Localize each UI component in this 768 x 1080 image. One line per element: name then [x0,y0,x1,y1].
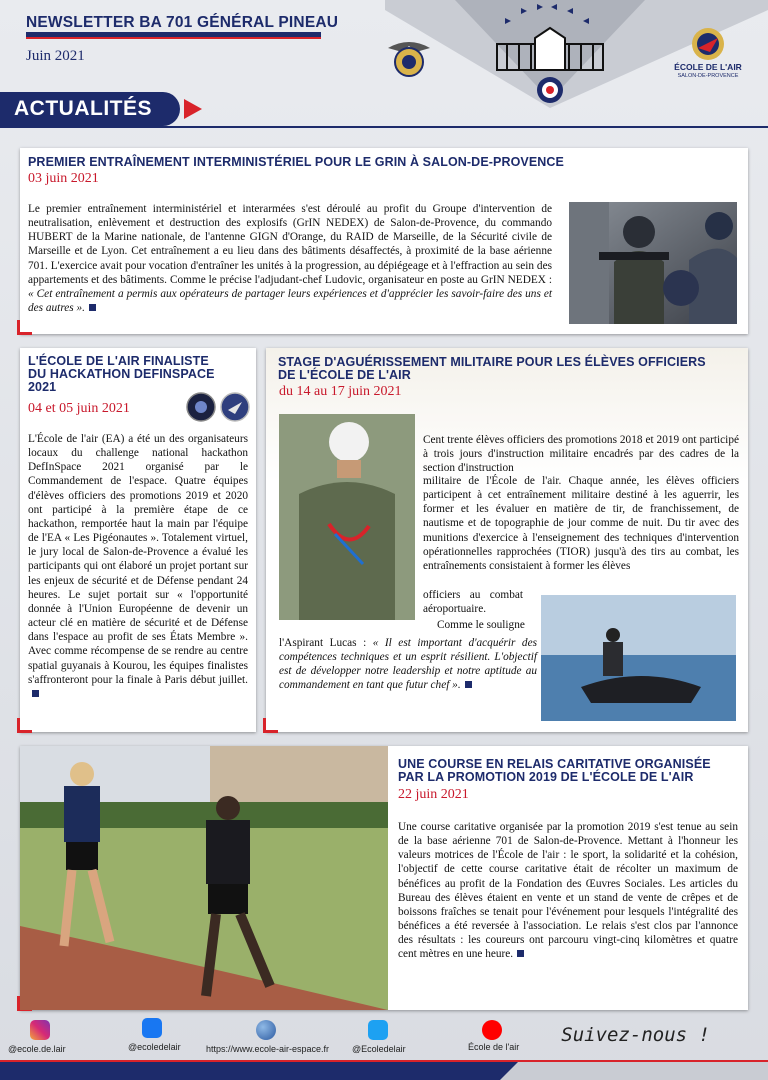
course-title-line1: UNE COURSE EN RELAIS CARITATIVE ORGANISÉE [398,757,711,771]
article-course-title [398,758,742,784]
school-logo-text: ÉCOLE DE L'AIR [674,62,742,72]
stage-text-3: officiers au combat aéroportuaire. [423,589,523,616]
footer-band [0,1060,768,1080]
hackathon-title-line1: L'ÉCOLE DE L'AIR FINALISTE [28,354,209,368]
youtube-handle[interactable]: École de l'air [468,1042,520,1052]
hackathon-title-line2: DU HACKATHON DEFINSPACE [28,367,215,381]
section-divider [0,126,768,128]
end-mark-icon [89,304,96,311]
climbing-cadet-photo [279,414,415,620]
newsletter-title: NEWSLETTER BA 701 GÉNÉRAL PINEAU [26,14,339,31]
eagle-crest-icon [386,34,432,80]
twitter-icon[interactable] [368,1020,388,1040]
end-mark-icon [32,690,39,697]
article-grin-title: PREMIER ENTRAÎNEMENT INTERMINISTÉRIEL POUR LE GRIN À SALON-DE-PROVENCE [28,155,564,169]
end-mark-icon [517,950,524,957]
section-label: ACTUALITÉS [14,97,152,120]
definspace-badge-icon [186,392,216,422]
article-grin-text: Le premier entraînement interministériel et interarmées s'est déroulé au profit du Groupe d'intervention de neutralisation, enlèvement et destruction des explosifs (GrIN NEDEX) de Salon-de-Provence, du commando HUBERT de la Marine nationale, de l'antenne GIGN d'Orange, du RAID de Marseille, de la Sécurité civile de Marseille et de Lyon. Cet entraînement a eu lieu dans des bâtiments désaffectés, à proximité de la base aérienne 701. L'exercice avait pour vocation d'entraîner les unités à la progression, au dépiégeage et à l'effraction au sein des appartements et des bâtiments. Comme le précise l'adjudant-chef Ludovic, organisateur en poste au GrIN NEDEX : [28,203,552,286]
youtube-icon[interactable] [482,1020,502,1040]
course-text: Une course caritative organisée par la promotion 2019 s'est tenue au sein de la base aérienne 701 de Salon-de-Provence. Mettant à l'honneur les valeurs motrices de l'École de l'air : le sport, la solidarité et la cohésion, l'objectif de cette course caritative était de récolter un maximum de bénéfices au profit de la Fondation des Œuvres Sociales. Les articles du Bureau des élèves étaient en vente et un stand de vente de crêpes et de boissons fraîches se tenait pour l'événement pour lesquels l'intégralité des bénéfices a été reversée à l'association. Le relais s'est clos par l'annonce des résultats : les coureurs ont parcouru vingt-cinq kilomètres et quatre cent mètres en une heure. [398,821,738,961]
stage-text-2: militaire de l'École de l'air. Chaque année, les élèves officiers participent à cet entraînement militaire destiné à les aguerrir, les former et les évaluer en matière de tir, de franchissement, de nautisme et de topographie de jour comme de nuit. Du tir avec des munitions d'exercice à l'enseignement des techniques d'intervention opérationnelles rapprochées (TIOR) jusqu'à des tirs au combat, les entraînements consistaient à former les élèves [423,475,739,572]
title-underline [26,32,321,39]
stage-text-4: Comme le souligne [437,619,525,631]
box-corner-accent [17,320,32,335]
stage-title-line2: DE L'ÉCOLE DE L'AIR [278,368,411,382]
twitter-handle[interactable]: @Ecoledelair [352,1044,406,1054]
stage-title-line1: STAGE D'AGUÉRISSEMENT MILITAIRE POUR LES ÉLÈVES OFFICIERS [278,355,706,369]
section-arrow-icon [184,99,202,119]
article-course-body [398,820,738,962]
school-logo-subtext: SALON-DE-PROVENCE [677,73,739,79]
end-mark-icon [465,681,472,688]
article-stage-title [278,356,740,382]
stage-text-1: Cent trente élèves officiers des promotions 2018 et 2019 ont participé à trois jours d'instruction militaire encadrés par des cadres de la section d'instruction [423,434,739,475]
relay-runners-photo [20,746,388,1010]
article-grin-body [28,202,552,315]
box-corner-accent [263,718,278,733]
article-course-date: 22 juin 2021 [398,787,469,802]
article-hackathon-title [28,355,252,394]
grin-operators-photo [569,202,737,324]
facebook-icon[interactable] [142,1018,162,1038]
website-link[interactable]: https://www.ecole-air-espace.fr [206,1044,330,1054]
hackathon-title-line3: 2021 [28,380,57,394]
space-command-badge-icon [220,392,250,422]
course-title-line2: PAR LA PROMOTION 2019 DE L'ÉCOLE DE L'AIR [398,770,694,784]
article-hackathon-date: 04 et 05 juin 2021 [28,401,130,416]
stage-quote: « Il est important d'acquérir des compétences techniques et un esprit résilient. L'objectif est de développer notre leadership et notre aptitude au commandement en tant que futur chef ». [279,637,537,692]
facebook-handle[interactable]: @ecoledelair [128,1042,181,1052]
box-corner-accent [17,718,32,733]
article-grin-quote: « Cet entraînement a permis aux opérateurs de partager leurs expériences et d'apprécier les savoir-faire des uns et des autres ». [28,287,552,315]
ecole-de-lair-logo-icon [690,26,726,62]
article-grin-date: 03 juin 2021 [28,171,99,186]
stage-text-5 [279,636,537,693]
article-stage-date: du 14 au 17 juin 2021 [279,384,402,399]
stage-quote-lead: l'Aspirant Lucas : [279,637,373,649]
globe-icon[interactable] [256,1020,276,1040]
follow-us-text: Suivez-nous ! [561,1024,710,1046]
hackathon-text: L'École de l'air (EA) a été un des organisateurs locaux du challenge national hackathon DefInSpace 2021 organisé par le Commandement de l'espace. Quatre équipes d'élèves officiers des promotions 2019 et 2020 ont participé à la première étape de ce hackathon, remportée haut la main par l'équipe de l'EA « Les Pigéonautes ». Totalement virtuel, le jury local de Salon-de-Provence a évalué les participants qui ont élaboré un projet portant sur les enjeux de sécurité et de Défense pendant 24 heures. Le sujet portait sur « l'opportunité donnée à l'Union Européenne de devenir un acteur clé en matière de sécurité et de Défense dans l'espace au profit de ses États Membre ». Avec comme récompense de se rendre au centre spatial guyanais à Kourou, les équipes finalistes s'affronteront pour la finale à Paris début juillet. [28,433,248,686]
newsletter-date: Juin 2021 [26,48,85,64]
instagram-icon[interactable] [30,1020,50,1040]
article-hackathon-body [28,432,248,701]
instagram-handle[interactable]: @ecole.de.lair [8,1044,66,1054]
water-training-photo [541,595,736,721]
